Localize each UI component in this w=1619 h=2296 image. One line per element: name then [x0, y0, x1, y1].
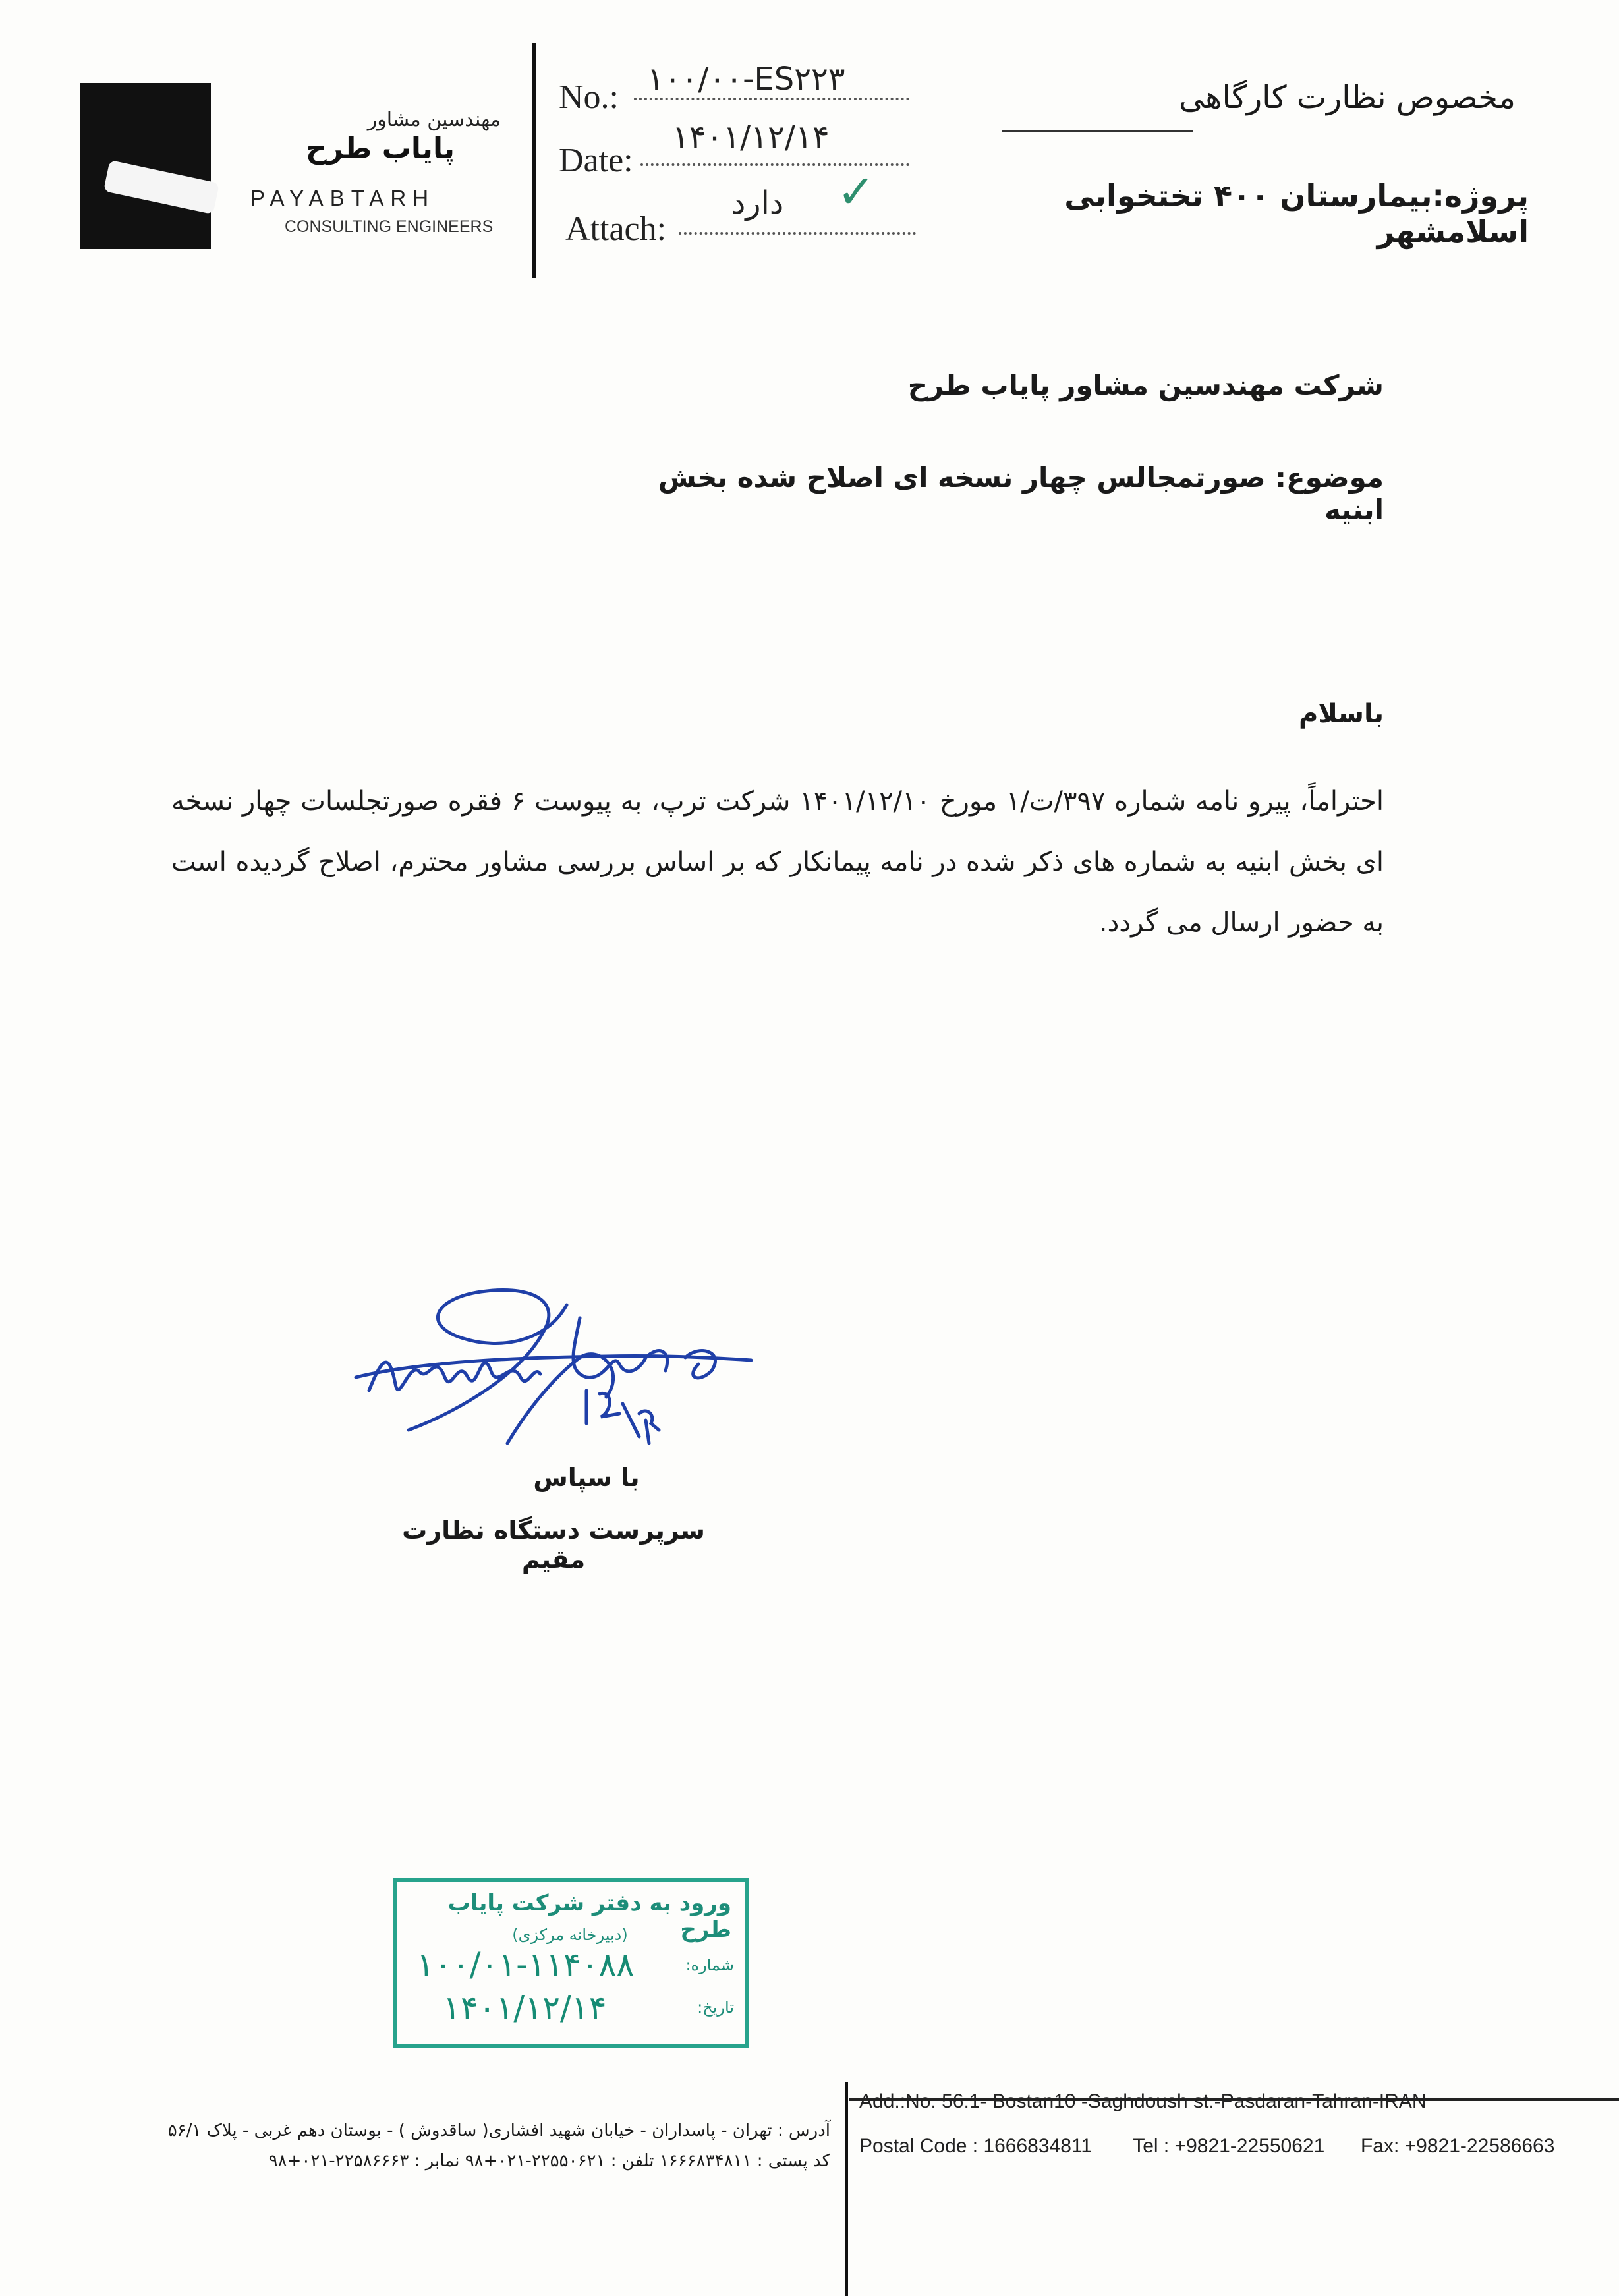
footer-persian-address: آدرس : تهران - پاسداران - خیابان شهید افشاری( ساقدوش ) - بوستان دهم غربی - پلاک ۵۶/۱: [167, 2121, 830, 2140]
footer-fax: Fax: +9821-22586663: [1360, 2135, 1555, 2157]
receipt-stamp: [393, 1878, 749, 2048]
stamp-number-value: ۱۰۰/۰۱-۱۱۴۰۸۸: [416, 1945, 635, 1984]
signer-title: سرپرست دستگاه نظارت مقیم: [402, 1516, 705, 1574]
stamp-date-label: تاریخ:: [697, 1998, 734, 2017]
closing-phrase: با سپاس: [533, 1463, 640, 1492]
stamp-number-label: شماره:: [685, 1956, 734, 1974]
footer-persian-block: [66, 2115, 830, 2176]
company-logo-mark: [80, 83, 211, 249]
logo-english-sub: CONSULTING ENGINEERS: [285, 217, 494, 236]
logo-english-name: PAYABTARH: [250, 186, 436, 210]
footer-english-contact: [859, 2135, 1554, 2158]
handwritten-signature: [329, 1278, 758, 1489]
logo-persian-name: پایاب طرح: [305, 132, 455, 165]
stamp-title: ورود به دفتر شرکت پایاب طرح: [447, 1890, 731, 1943]
number-value: ۱۰۰/۰۰-ES۲۲۳: [647, 61, 845, 98]
footer-postal-code: Postal Code : 1666834811: [859, 2135, 1093, 2157]
logo-persian-subtitle: مهندسین مشاور: [367, 108, 501, 131]
subject-line: موضوع: صورتمجالس چهار نسخه ای اصلاح شده بخش ابنیه: [658, 461, 1384, 526]
attach-value: دارد: [731, 185, 784, 221]
special-note: مخصوص نظارت کارگاهی: [1179, 79, 1516, 116]
footer-english-address: Add.:No. 56.1- Bostan10 -Saghdoush st.-Pasdaran-Tahran-IRAN: [859, 2090, 1427, 2112]
project-title: پروژه:بیمارستان ۴۰۰ تختخوابی اسلامشهر: [1064, 178, 1529, 249]
header-divider: [532, 43, 536, 278]
attach-dotted-line: [679, 227, 916, 235]
letter-body: احتراماً، پیرو نامه شماره ۳۹۷/ت/۱ مورخ ۱۴۰۱/۱۲/۱۰ شرکت ترپ، به پیوست ۶ فقره صورتجلسات چهار نسخه ای بخش ابنیه به شماره های ذکر شده در نامه پیمانکار که بر اساس بررسی مشاور محترم، اصلاح گردیده است به حضور ارسال می گردد.: [171, 786, 1384, 938]
check-mark-icon: ✓: [837, 165, 876, 219]
date-label: Date:: [559, 142, 633, 179]
attach-label: Attach:: [565, 210, 667, 248]
footer-telephone: Tel : +9821-22550621: [1133, 2135, 1325, 2157]
recipient: شرکت مهندسین مشاور پایاب طرح: [907, 369, 1384, 401]
footer-divider-vertical: [845, 2082, 848, 2296]
greeting: باسلام: [1298, 699, 1384, 729]
special-note-underline: [1002, 130, 1193, 132]
footer-persian-contact: کد پستی : ۱۶۶۶۸۳۴۸۱۱ تلفن : ۲۲۵۵۰۶۲۱-۰۲۱+۹۸ نمابر : ۲۲۵۸۶۶۶۳-۰۲۱+۹۸: [268, 2151, 830, 2171]
stamp-subtitle: (دبیرخانه مرکزی): [512, 1926, 628, 1944]
date-value: ۱۴۰۱/۱۲/۱۴: [672, 119, 830, 156]
stamp-date-value: ۱۴۰۱/۱۲/۱۴: [443, 1989, 607, 2027]
number-label: No.:: [559, 78, 619, 116]
